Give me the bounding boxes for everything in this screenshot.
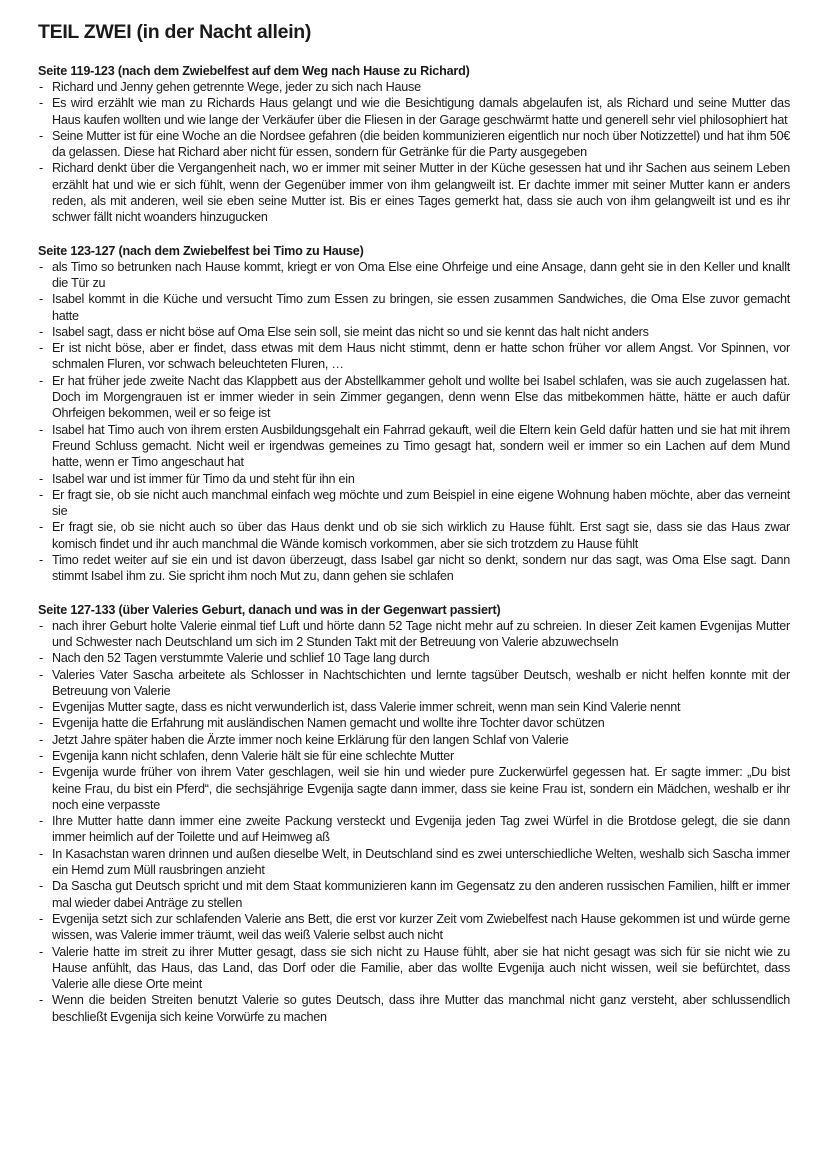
list-item-text: In Kasachstan waren drinnen und außen dieselbe Welt, in Deutschland sind es zwei unterschiedliche Welten, weshalb sich Sascha immer ein Hemd zum Müll rausbringen anzieht	[52, 846, 790, 878]
bullet-dash-icon: -	[39, 814, 43, 829]
list-item-text: Evgenija hatte die Erfahrung mit ausländischen Namen gemacht und wollte ihre Tochter davor schützen	[52, 716, 605, 731]
bullet-dash-icon: -	[39, 422, 43, 437]
bullet-dash-icon: -	[39, 732, 43, 747]
bullet-dash-icon: -	[39, 618, 43, 633]
list-item	[38, 324, 790, 340]
bullet-dash-icon: -	[39, 96, 43, 111]
bullet-dash-icon: -	[39, 292, 43, 307]
bullet-dash-icon: -	[39, 651, 43, 666]
list-item	[38, 373, 790, 422]
list-item-text: Er fragt sie, ob sie nicht auch so über das Haus denkt und ob sie sich wirklich zu Hause fühlt. Erst sagt sie, dass sie das Haus zwar komisch findet und ihr auch manchmal die Wände komisch vorkommen, aber sie sich trotzdem zu Hause fühlt	[52, 520, 790, 551]
list-item	[38, 79, 790, 95]
list-item-text: Evgenijas Mutter sagte, dass es nicht verwunderlich ist, dass Valerie immer schreit, wenn man sein Kind Valerie nennt	[52, 700, 681, 715]
list-item-text: Isabel war und ist immer für Timo da und steht für ihn ein	[52, 471, 355, 486]
bullet-dash-icon: -	[39, 879, 43, 894]
list-item-text: Richard denkt über die Vergangenheit nach, wo er immer mit seiner Mutter in der Küche gesessen hat und ihr Sachen aus seinem Leben erzählt hat und wie er sich fühlt, wenn der Gegenüber immer von ihm gelangweilt ist. Er dachte immer mit seiner Mutter kann er anders reden, als mit anderen, weil sie eben seine Mutter ist. Bis er eines Tages gemerkt hat, dass sie auch von ihm gelangweilt ist und es ihr schwer fällt nicht woanders hinzugucken	[52, 161, 790, 225]
list-item-text: Wenn die beiden Streiten benutzt Valerie so gutes Deutsch, dass ihre Mutter das manchmal nicht ganz versteht, aber schlussendlich beschließt Evgenija sich keine Vorwürfe zu machen	[52, 993, 790, 1024]
bullet-dash-icon: -	[39, 341, 43, 356]
list-item-text: Richard und Jenny gehen getrennte Wege, jeder zu sich nach Hause	[52, 80, 421, 94]
list-item	[38, 259, 790, 292]
sections-container	[38, 63, 790, 1025]
bullet-dash-icon: -	[39, 471, 43, 486]
list-item	[38, 471, 790, 487]
bullet-dash-icon: -	[39, 944, 43, 959]
list-item	[38, 992, 790, 1025]
section	[38, 63, 790, 226]
list-item	[38, 552, 790, 585]
list-item	[38, 878, 790, 911]
bullet-dash-icon: -	[39, 765, 43, 780]
document-page	[38, 20, 790, 1042]
list-item-text: Evgenija kann nicht schlafen, denn Valerie hält sie für eine schlechte Mutter	[52, 748, 454, 763]
bullet-dash-icon: -	[39, 373, 43, 388]
bullet-dash-icon: -	[39, 553, 43, 568]
list-item-text: Jetzt Jahre später haben die Ärzte immer noch keine Erklärung für den langen Schlaf von Valerie	[52, 732, 569, 747]
bullet-dash-icon: -	[39, 700, 43, 715]
list-item	[38, 715, 790, 731]
list-item	[38, 667, 790, 700]
bullet-dash-icon: -	[39, 128, 43, 143]
bullet-dash-icon: -	[39, 161, 43, 176]
list-item	[38, 813, 790, 846]
list-item	[38, 519, 790, 552]
list-item	[38, 846, 790, 879]
bullet-dash-icon: -	[39, 993, 43, 1008]
list-item-text: Er ist nicht böse, aber er findet, dass etwas mit dem Haus nicht stimmt, denn er hatte schon früher vor allem Angst. Vor Spinnen, vor schmalen Fluren, vor schwach beleuchteten Fluren, …	[52, 341, 790, 372]
list-item	[38, 764, 790, 813]
list-item-text: Ihre Mutter hatte dann immer eine zweite Packung versteckt und Evgenija jeden Tag zwei Würfel in die Brotdose gelegt, die sie dann immer heimlich auf der Toilette und auf Heimweg aß	[52, 814, 790, 845]
bullet-dash-icon: -	[39, 324, 43, 339]
list-item-text: Timo redet weiter auf sie ein und ist davon überzeugt, dass Isabel gar nicht so denkt, sondern nur das sagt, was Oma Else sagt. Dann stimmt Isabel ihm zu. Sie spricht ihm noch Mut zu, dann gehen sie schlafen	[52, 553, 790, 584]
list-item-text: Valeries Vater Sascha arbeitete als Schlosser in Nachtschichten und lernte tagsüber Deutsch, weshalb er nicht helfen konnte mit der Betreuung von Valerie	[52, 667, 790, 698]
list-item	[38, 422, 790, 471]
bullet-dash-icon: -	[39, 487, 43, 502]
bullet-dash-icon: -	[39, 667, 43, 682]
list-item	[38, 95, 790, 128]
list-item-text: Valerie hatte im streit zu ihrer Mutter gesagt, dass sie sich nicht zu Hause fühlt, aber sie hat nicht gesagt was sich für sie nicht wie zu Hause anfühlt, das Haus, das Land, das Dorf oder die Familie, aber das wollte Evgenija auch nicht wissen, weil sie befürchtet, dass Valerie alle diese Orte meint	[52, 944, 790, 992]
bullet-dash-icon: -	[39, 846, 43, 861]
list-item-text: Da Sascha gut Deutsch spricht und mit dem Staat kommunizieren kann im Gegensatz zu den anderen russischen Familien, hilft er immer mal wieder dabei Anträge zu stellen	[52, 879, 790, 910]
list-item-text: Seine Mutter ist für eine Woche an die Nordsee gefahren (die beiden kommunizieren eigentlich nur noch über Notizzettel) und hat ihm 50€ da gelassen. Diese hat Richard aber nicht für essen, sondern für Getränke für die Party ausgegeben	[52, 128, 790, 160]
list-item-text: Isabel sagt, dass er nicht böse auf Oma Else sein soll, sie meint das nicht so und sie kennt das halt nicht anders	[52, 324, 649, 339]
section-heading: Seite 127-133 (über Valeries Geburt, danach und was in der Gegenwart passiert)	[38, 602, 501, 617]
bullet-list	[38, 618, 790, 1025]
list-item	[38, 732, 790, 748]
list-item-text: als Timo so betrunken nach Hause kommt, kriegt er von Oma Else eine Ohrfeige und eine Ansage, dann geht sie in den Keller und knallt die Tür zu	[52, 259, 790, 290]
list-item-text: Isabel kommt in die Küche und versucht Timo zum Essen zu bringen, sie essen zusammen Sandwiches, die Oma Else zuvor gemacht hatte	[52, 292, 790, 323]
list-item	[38, 650, 790, 666]
list-item-text: Er hat früher jede zweite Nacht das Klappbett aus der Abstellkammer geholt und wollte bei Isabel schlafen, was sie auch zugelassen hat. Doch im Morgengrauen ist er immer wieder in sein Zimmer gegangen, denn wenn Else das mitbekommen hätte, hätte er auch dafür Ohrfeigen bekommen, weil er so feige ist	[52, 373, 790, 421]
bullet-dash-icon: -	[39, 748, 43, 763]
section	[38, 602, 790, 1025]
section	[38, 243, 790, 585]
list-item	[38, 291, 790, 324]
bullet-dash-icon: -	[39, 520, 43, 535]
list-item-text: Es wird erzählt wie man zu Richards Haus gelangt und wie die Besichtigung damals abgelaufen ist, als Richard und seine Mutter das Haus kaufen wollten und wie lange der Verkäufer über die Fliesen in der Garage geschwärmt hatte und generell sehr viel philosophiert hat	[52, 96, 790, 127]
list-item-text: Nach den 52 Tagen verstummte Valerie und schlief 10 Tage lang durch	[52, 651, 430, 666]
bullet-list	[38, 79, 790, 226]
list-item-text: nach ihrer Geburt holte Valerie einmal tief Luft und hörte dann 52 Tage nicht mehr auf zu schreien. In dieser Zeit kamen Evgenijas Mutter und Schwester nach Deutschland um sich im 2 Stunden Takt mit der Betreuung von Valerie abzuwechseln	[52, 618, 790, 649]
list-item	[38, 748, 790, 764]
section-heading: Seite 119-123 (nach dem Zwiebelfest auf dem Weg nach Hause zu Richard)	[38, 64, 470, 78]
bullet-dash-icon: -	[39, 80, 43, 94]
list-item	[38, 340, 790, 373]
list-item	[38, 128, 790, 161]
list-item	[38, 944, 790, 993]
bullet-list	[38, 259, 790, 585]
list-item-text: Evgenija wurde früher von ihrem Vater geschlagen, weil sie hin und wieder pure Zuckerwürfel gegessen hat. Er sagte immer: „Du bist keine Frau, du bist ein Pferd“, die sechsjährige Evgenija sagte dann immer, dass sie keine Frau ist, sondern ein Mädchen, weshalb er ihr noch eine verpasste	[52, 765, 790, 812]
bullet-dash-icon: -	[39, 716, 43, 731]
document-title: TEIL ZWEI (in der Nacht allein)	[38, 21, 312, 43]
bullet-dash-icon: -	[39, 911, 43, 926]
list-item	[38, 911, 790, 944]
bullet-dash-icon: -	[39, 259, 43, 274]
list-item	[38, 160, 790, 225]
section-heading: Seite 123-127 (nach dem Zwiebelfest bei Timo zu Hause)	[38, 243, 364, 258]
list-item-text: Evgenija setzt sich zur schlafenden Valerie ans Bett, die erst vor kurzer Zeit vom Zwiebelfest nach Hause gekommen ist und würde gerne wissen, was Valerie immer träumt, weil das weiß Valerie selbst auch nicht	[52, 911, 790, 943]
list-item	[38, 618, 790, 651]
list-item	[38, 699, 790, 715]
list-item-text: Er fragt sie, ob sie nicht auch manchmal einfach weg möchte und zum Beispiel in eine eigene Wohnung haben möchte, aber das verneint sie	[52, 487, 790, 519]
list-item-text: Isabel hat Timo auch von ihrem ersten Ausbildungsgehalt ein Fahrrad gekauft, weil die Eltern kein Geld dafür hatten und sie hat mit ihrem Freund Schluss gemacht. Nicht weil er irgendwas gemeines zu Timo gesagt hat, sondern weil er immer so ein Lachen auf dem Mund hatte, wenn er Timo angeschaut hat	[52, 422, 790, 470]
list-item	[38, 487, 790, 520]
